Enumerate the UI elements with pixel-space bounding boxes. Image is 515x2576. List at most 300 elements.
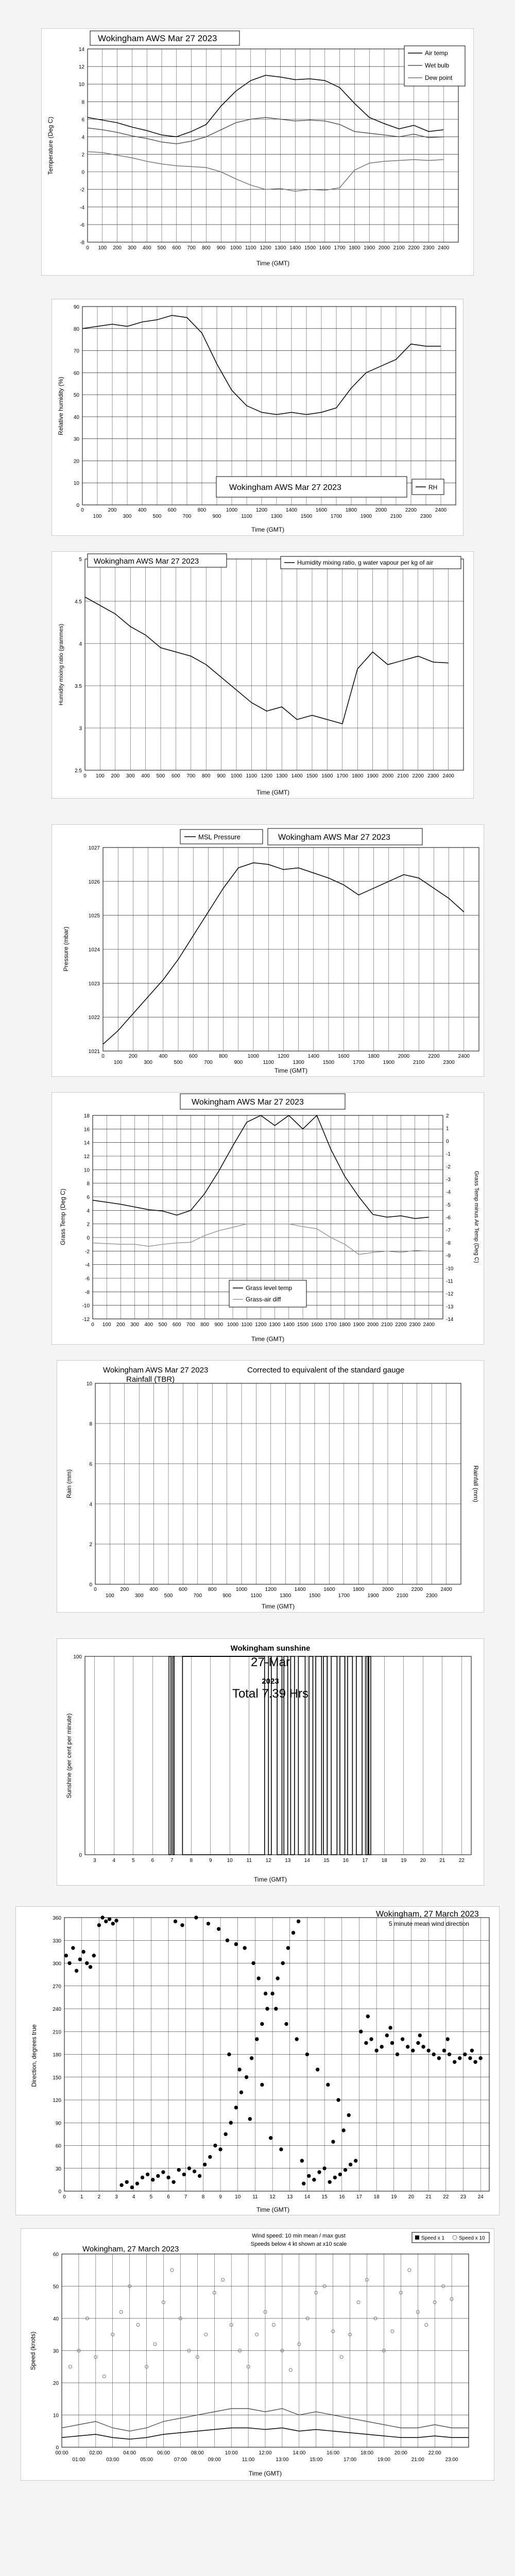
x-tick-label: 2000 bbox=[367, 1322, 379, 1328]
x-tick-label: 2300 bbox=[423, 245, 435, 251]
x-tick-label: 300 bbox=[130, 1322, 139, 1328]
y-tick-label: 40 bbox=[53, 2316, 59, 2322]
data-point bbox=[470, 2049, 473, 2052]
x-tick-label: 2200 bbox=[412, 773, 424, 779]
y-tick-label: 0 bbox=[79, 1853, 82, 1858]
x-tick-label: 18:00 bbox=[360, 2450, 374, 2456]
y-tick-label: 150 bbox=[53, 2075, 61, 2081]
x-tick-label: 11:00 bbox=[242, 2457, 255, 2463]
data-point bbox=[181, 1924, 184, 1927]
y-tick-label: 1021 bbox=[88, 1049, 100, 1055]
y-tick-label: 10 bbox=[73, 481, 79, 487]
x-tick-label: 500 bbox=[158, 1322, 167, 1328]
x-tick-label: 1200 bbox=[265, 1587, 277, 1592]
data-point bbox=[342, 2129, 345, 2132]
x-tick-label: 1000 bbox=[226, 507, 238, 513]
x-tick-label: 10 bbox=[227, 1858, 233, 1863]
data-point bbox=[389, 2026, 392, 2029]
y-tick-label: 100 bbox=[73, 1654, 82, 1660]
data-point bbox=[250, 2057, 253, 2060]
data-point bbox=[291, 1931, 295, 1934]
data-point bbox=[195, 1916, 198, 1919]
y-tick-label: 2.5 bbox=[75, 768, 82, 774]
data-point bbox=[115, 1919, 118, 1922]
data-point bbox=[203, 2163, 207, 2166]
data-point bbox=[162, 2171, 165, 2174]
x-tick-label: 1300 bbox=[276, 773, 288, 779]
y-right-tick-label: -14 bbox=[446, 1317, 454, 1323]
y-tick-label: 60 bbox=[53, 2252, 59, 2258]
data-point bbox=[327, 2083, 330, 2086]
x-tick-label: 2300 bbox=[409, 1322, 421, 1328]
y-tick-label: 6 bbox=[81, 117, 84, 123]
y-tick-label: 18 bbox=[83, 1113, 90, 1119]
data-point bbox=[276, 1977, 279, 1980]
data-point bbox=[214, 2144, 217, 2147]
x-tick-label: 800 bbox=[208, 1587, 217, 1592]
x-tick-label: 1900 bbox=[383, 1060, 394, 1065]
x-tick-label: 1600 bbox=[338, 1054, 350, 1059]
x-tick-label: 400 bbox=[149, 1587, 158, 1592]
y-tick-label: 3.5 bbox=[75, 684, 82, 689]
data-point bbox=[252, 1961, 255, 1964]
y-tick-label: 4 bbox=[79, 641, 82, 647]
x-tick-label: 900 bbox=[217, 773, 226, 779]
y-tick-label: 60 bbox=[55, 2143, 61, 2149]
y-tick-label: 10 bbox=[83, 1167, 90, 1174]
x-tick-label: 200 bbox=[120, 1587, 129, 1592]
x-tick-label: 14 bbox=[304, 2194, 310, 2200]
data-point bbox=[347, 2113, 350, 2116]
data-point bbox=[442, 2049, 445, 2052]
y-tick-label: 8 bbox=[89, 1421, 92, 1427]
x-tick-label: 13 bbox=[287, 2194, 293, 2200]
x-tick-label: 11 bbox=[246, 1858, 252, 1863]
data-point bbox=[125, 2180, 128, 2183]
legend-msl-pressure: MSL Pressure bbox=[198, 833, 241, 841]
x-tick-label: 1800 bbox=[339, 1322, 351, 1328]
x-axis-label: Time (GMT) bbox=[251, 1335, 285, 1343]
data-point bbox=[318, 2171, 321, 2174]
data-point bbox=[359, 2030, 363, 2033]
data-point bbox=[207, 1922, 210, 1925]
y-axis-label: Relative humidity (%) bbox=[57, 377, 64, 435]
data-point bbox=[297, 1920, 300, 1923]
y-tick-label: 360 bbox=[53, 1916, 61, 1921]
y-tick-label: 20 bbox=[53, 2381, 59, 2386]
x-tick-label: 1300 bbox=[270, 514, 283, 519]
data-point bbox=[105, 1920, 108, 1923]
x-tick-label: 02:00 bbox=[89, 2450, 102, 2456]
data-point bbox=[337, 2098, 340, 2102]
x-tick-label: 1600 bbox=[321, 773, 333, 779]
data-point bbox=[448, 2053, 451, 2056]
x-tick-label: 22:00 bbox=[428, 2450, 441, 2456]
x-tick-label: 1200 bbox=[278, 1054, 289, 1059]
y-tick-label: -12 bbox=[82, 1317, 90, 1323]
x-tick-label: 17 bbox=[356, 2194, 363, 2200]
y-axis-label-right: Grass Temp minus Air Temp (Deg C) bbox=[473, 1171, 479, 1263]
x-tick-label: 2400 bbox=[438, 245, 450, 251]
data-point bbox=[238, 2068, 241, 2071]
y-tick-label: 30 bbox=[55, 2166, 61, 2172]
x-tick-label: 11 bbox=[252, 2194, 258, 2200]
y-tick-label: 1023 bbox=[88, 981, 100, 987]
x-tick-label: 4 bbox=[112, 1858, 116, 1863]
x-tick-label: 2100 bbox=[413, 1060, 425, 1065]
data-point bbox=[427, 2049, 430, 2052]
data-point bbox=[286, 1946, 289, 1950]
x-tick-label: 300 bbox=[134, 1593, 144, 1599]
y-tick-label: 4 bbox=[87, 1208, 90, 1214]
x-tick-label: 17:00 bbox=[344, 2457, 357, 2463]
y-right-tick-label: -4 bbox=[446, 1190, 451, 1196]
x-tick-label: 200 bbox=[108, 507, 117, 513]
x-tick-label: 500 bbox=[157, 245, 166, 251]
x-tick-label: 06:00 bbox=[157, 2450, 170, 2456]
y-right-tick-label: 1 bbox=[446, 1126, 449, 1132]
x-tick-label: 6 bbox=[167, 2194, 170, 2200]
legend-speed-x1: Speed x 1 bbox=[421, 2235, 445, 2241]
y-tick-label: 300 bbox=[53, 1961, 61, 1967]
data-point bbox=[234, 1942, 237, 1945]
data-point bbox=[78, 1958, 81, 1961]
x-tick-label: 3 bbox=[115, 2194, 118, 2200]
x-tick-label: 0 bbox=[94, 1587, 97, 1592]
y-tick-label: 10 bbox=[78, 82, 84, 88]
x-tick-label: 800 bbox=[219, 1054, 228, 1059]
data-point bbox=[75, 1969, 78, 1972]
x-tick-label: 2200 bbox=[411, 1587, 423, 1592]
data-point bbox=[177, 2168, 180, 2172]
data-point bbox=[453, 2060, 456, 2063]
x-tick-label: 16 bbox=[342, 1858, 349, 1863]
x-tick-label: 500 bbox=[174, 1060, 183, 1065]
data-point bbox=[418, 2033, 421, 2037]
data-point bbox=[64, 1954, 67, 1957]
x-tick-label: 1000 bbox=[235, 1587, 248, 1592]
data-point bbox=[474, 2060, 477, 2063]
x-tick-label: 20:00 bbox=[394, 2450, 407, 2456]
x-tick-label: 10:00 bbox=[225, 2450, 238, 2456]
chart-title: Wokingham, 27 March 2023 bbox=[82, 2245, 179, 2253]
x-tick-label: 5 bbox=[149, 2194, 153, 2200]
data-point bbox=[111, 1922, 114, 1925]
x-tick-label: 200 bbox=[129, 1054, 138, 1059]
x-tick-label: 1400 bbox=[307, 1054, 319, 1059]
y-tick-label: 1026 bbox=[88, 879, 100, 885]
x-tick-label: 20 bbox=[408, 2194, 415, 2200]
legend-dew-point: Dew point bbox=[425, 74, 453, 81]
y-axis-label: Pressure (mbar) bbox=[62, 926, 70, 972]
data-point bbox=[226, 1939, 229, 1942]
x-tick-label: 1200 bbox=[260, 245, 271, 251]
x-tick-label: 1000 bbox=[227, 1322, 239, 1328]
data-point bbox=[135, 2182, 139, 2185]
data-point bbox=[239, 2091, 243, 2094]
data-point bbox=[375, 2049, 378, 2052]
legend-rh: RH bbox=[428, 484, 438, 491]
data-point bbox=[469, 2057, 472, 2060]
x-tick-label: 15 bbox=[321, 2194, 328, 2200]
chart-note: Corrected to equivalent of the standard gauge bbox=[247, 1366, 405, 1375]
x-tick-label: 09:00 bbox=[208, 2457, 221, 2463]
y-tick-label: 330 bbox=[53, 1938, 61, 1944]
y-axis-label: Humidity mixing ratio (grammes) bbox=[58, 623, 64, 706]
data-point bbox=[316, 2068, 319, 2071]
x-tick-label: 300 bbox=[128, 245, 136, 251]
x-tick-label: 100 bbox=[102, 1322, 111, 1328]
data-point bbox=[266, 2007, 269, 2010]
data-point bbox=[295, 2038, 298, 2041]
y-right-tick-label: -8 bbox=[446, 1240, 451, 1246]
y-tick-label: 1027 bbox=[88, 845, 100, 851]
y-tick-label: 8 bbox=[87, 1181, 90, 1187]
x-tick-label: 1100 bbox=[246, 773, 258, 779]
data-point bbox=[417, 2041, 420, 2044]
y-axis-label: Speed (knots) bbox=[29, 2331, 37, 2370]
x-tick-label: 400 bbox=[141, 773, 150, 779]
data-point bbox=[281, 1961, 284, 1964]
wind-direction-chart bbox=[15, 1906, 500, 2215]
y-tick-label: 8 bbox=[81, 99, 84, 106]
x-tick-label: 1500 bbox=[297, 1322, 309, 1328]
x-tick-label: 900 bbox=[222, 1593, 231, 1599]
x-tick-label: 2200 bbox=[395, 1322, 407, 1328]
chart-title: Wokingham sunshine bbox=[230, 1644, 311, 1653]
x-tick-label: 2000 bbox=[382, 1587, 394, 1592]
y-tick-label: 4 bbox=[81, 134, 84, 141]
x-tick-label: 500 bbox=[164, 1593, 173, 1599]
x-tick-label: 2300 bbox=[443, 1060, 455, 1065]
x-tick-label: 12 bbox=[269, 2194, 276, 2200]
x-tick-label: 2200 bbox=[408, 245, 420, 251]
x-tick-label: 22 bbox=[458, 1858, 465, 1863]
chart-title: Wokingham AWS Mar 27 2023 bbox=[229, 483, 341, 492]
x-tick-label: 1000 bbox=[230, 245, 242, 251]
x-tick-label: 400 bbox=[138, 507, 147, 513]
data-point bbox=[264, 1992, 267, 1995]
x-tick-label: 1300 bbox=[274, 245, 286, 251]
chart-note-2: Speeds below 4 kt shown at x10 scale bbox=[250, 2241, 347, 2247]
x-tick-label: 1 bbox=[80, 2194, 83, 2200]
legend-speed-x10: Speed x 10 bbox=[459, 2235, 485, 2241]
data-point bbox=[307, 2174, 311, 2177]
x-tick-label: 7 bbox=[184, 2194, 187, 2200]
x-tick-label: 2300 bbox=[427, 773, 439, 779]
x-tick-label: 2400 bbox=[440, 1587, 452, 1592]
x-tick-label: 1900 bbox=[367, 773, 379, 779]
y-tick-label: 5 bbox=[79, 557, 82, 563]
y-tick-label: 50 bbox=[73, 393, 79, 399]
y-right-tick-label: -2 bbox=[446, 1164, 451, 1170]
x-tick-label: 1500 bbox=[304, 245, 316, 251]
x-tick-label: 1500 bbox=[308, 1593, 321, 1599]
data-point bbox=[401, 2038, 404, 2041]
x-tick-label: 03:00 bbox=[106, 2457, 119, 2463]
y-tick-label: -4 bbox=[85, 1262, 90, 1268]
x-tick-label: 600 bbox=[167, 507, 177, 513]
x-tick-label: 19 bbox=[391, 2194, 397, 2200]
y-tick-label: 0 bbox=[81, 170, 84, 176]
chart-subtitle: 5 minute mean wind direction bbox=[389, 1920, 470, 1927]
y-tick-label: -6 bbox=[85, 1276, 90, 1282]
x-tick-label: 13 bbox=[285, 1858, 291, 1863]
y-right-tick-label: -7 bbox=[446, 1228, 451, 1234]
data-point bbox=[328, 2180, 331, 2183]
data-point bbox=[187, 2167, 191, 2170]
x-tick-label: 0 bbox=[81, 507, 84, 513]
chart-note-1: Wind speed: 10 min mean / max gust bbox=[252, 2233, 346, 2239]
plot-area bbox=[85, 1656, 471, 1855]
chart-subtitle: Rainfall (TBR) bbox=[126, 1375, 175, 1384]
x-tick-label: 700 bbox=[204, 1060, 213, 1065]
x-tick-label: 800 bbox=[201, 773, 211, 779]
x-tick-label: 1700 bbox=[338, 1593, 350, 1599]
y-tick-label: 10 bbox=[86, 1381, 92, 1387]
data-point bbox=[243, 1946, 246, 1950]
y-tick-label: -6 bbox=[80, 222, 84, 228]
x-tick-label: 1800 bbox=[353, 1587, 365, 1592]
data-point bbox=[269, 2137, 272, 2140]
x-tick-label: 100 bbox=[113, 1060, 123, 1065]
x-tick-label: 900 bbox=[234, 1060, 243, 1065]
x-tick-label: 1400 bbox=[291, 773, 303, 779]
y-right-tick-label: -3 bbox=[446, 1177, 451, 1183]
y-tick-label: 16 bbox=[83, 1127, 90, 1133]
legend-grass-temp: Grass level temp bbox=[246, 1284, 293, 1292]
x-tick-label: 2100 bbox=[393, 245, 405, 251]
x-tick-label: 1600 bbox=[323, 1587, 335, 1592]
x-tick-label: 16:00 bbox=[327, 2450, 340, 2456]
y-tick-label: 14 bbox=[78, 47, 84, 53]
x-tick-label: 700 bbox=[186, 1322, 195, 1328]
x-tick-label: 24 bbox=[477, 2194, 484, 2200]
x-tick-label: 600 bbox=[179, 1587, 187, 1592]
x-tick-label: 900 bbox=[216, 245, 226, 251]
x-tick-label: 1300 bbox=[269, 1322, 281, 1328]
y-tick-label: 1024 bbox=[88, 947, 100, 953]
chart-title: Wokingham, 27 March 2023 bbox=[376, 1910, 479, 1919]
data-point bbox=[390, 2041, 393, 2044]
x-tick-label: 300 bbox=[126, 773, 135, 779]
x-tick-label: 1100 bbox=[241, 1322, 252, 1328]
x-tick-label: 1000 bbox=[247, 1054, 260, 1059]
y-tick-label: 90 bbox=[73, 304, 79, 310]
x-tick-label: 4 bbox=[132, 2194, 135, 2200]
y-tick-label: -8 bbox=[80, 240, 84, 246]
x-tick-label: 2400 bbox=[435, 507, 447, 513]
mixing-ratio-chart bbox=[52, 551, 474, 799]
data-point bbox=[234, 2106, 237, 2109]
y-tick-label: 70 bbox=[73, 348, 79, 354]
data-point bbox=[380, 2045, 383, 2048]
y-tick-label: -4 bbox=[80, 205, 84, 211]
data-point bbox=[437, 2057, 440, 2060]
x-tick-label: 00:00 bbox=[55, 2450, 68, 2456]
data-point bbox=[157, 2174, 160, 2177]
x-tick-label: 700 bbox=[187, 245, 196, 251]
data-point bbox=[280, 2148, 283, 2151]
x-tick-label: 1600 bbox=[319, 245, 331, 251]
legend-air-temp: Air temp bbox=[425, 49, 448, 57]
x-tick-label: 23 bbox=[460, 2194, 467, 2200]
y-axis-label-right: Rainfall (mm) bbox=[472, 1465, 479, 1502]
x-axis-label: Time (GMT) bbox=[256, 260, 290, 267]
data-point bbox=[101, 1916, 104, 1919]
y-tick-label: 2 bbox=[89, 1542, 92, 1548]
x-tick-label: 1900 bbox=[360, 514, 372, 519]
x-tick-label: 1200 bbox=[261, 773, 272, 779]
x-tick-label: 13:00 bbox=[276, 2457, 289, 2463]
x-tick-label: 2400 bbox=[442, 773, 454, 779]
x-tick-label: 100 bbox=[106, 1593, 114, 1599]
chart-title: Wokingham AWS Mar 27 2023 bbox=[103, 1366, 209, 1375]
data-point bbox=[229, 2121, 232, 2124]
x-tick-label: 1500 bbox=[306, 773, 318, 779]
data-point bbox=[182, 2173, 185, 2176]
legend-mixing-ratio: Humidity mixing ratio, g water vapour per kg of air bbox=[297, 559, 434, 566]
x-tick-label: 600 bbox=[171, 773, 180, 779]
x-tick-label: 1100 bbox=[245, 245, 256, 251]
data-point bbox=[385, 2033, 388, 2037]
data-point bbox=[198, 2174, 201, 2177]
x-tick-label: 1300 bbox=[280, 1593, 291, 1599]
y-right-tick-label: -12 bbox=[446, 1291, 454, 1297]
y-tick-label: 2 bbox=[81, 152, 84, 158]
x-tick-label: 900 bbox=[212, 514, 221, 519]
data-point bbox=[172, 2180, 175, 2183]
x-axis-label: Time (GMT) bbox=[251, 526, 285, 533]
x-tick-label: 800 bbox=[202, 245, 211, 251]
data-point bbox=[248, 2117, 251, 2121]
x-tick-label: 700 bbox=[186, 773, 196, 779]
chart-title: Wokingham AWS Mar 27 2023 bbox=[192, 1098, 304, 1107]
temperature-chart bbox=[41, 28, 474, 276]
x-tick-label: 1700 bbox=[336, 773, 348, 779]
x-tick-label: 1500 bbox=[322, 1060, 335, 1065]
data-point bbox=[174, 1920, 177, 1923]
x-tick-label: 08:00 bbox=[191, 2450, 204, 2456]
x-tick-label: 600 bbox=[188, 1054, 198, 1059]
x-axis-label: Time (GMT) bbox=[274, 1067, 308, 1074]
x-tick-label: 19 bbox=[401, 1858, 407, 1863]
chart-title: Wokingham AWS Mar 27 2023 bbox=[94, 557, 199, 566]
wind-speed-chart bbox=[21, 2228, 494, 2481]
x-tick-label: 2300 bbox=[420, 514, 432, 519]
y-tick-label: 60 bbox=[73, 370, 79, 377]
x-tick-label: 1200 bbox=[255, 1322, 267, 1328]
x-tick-label: 2200 bbox=[428, 1054, 440, 1059]
x-tick-label: 9 bbox=[219, 2194, 222, 2200]
y-tick-label: 30 bbox=[73, 436, 79, 443]
data-point bbox=[370, 2038, 373, 2041]
data-point bbox=[92, 1954, 95, 1957]
data-point bbox=[366, 2015, 369, 2018]
x-tick-label: 400 bbox=[142, 245, 151, 251]
x-tick-label: 1800 bbox=[345, 507, 357, 513]
data-point bbox=[305, 2053, 308, 2056]
y-tick-label: 3 bbox=[79, 726, 82, 732]
x-tick-label: 01:00 bbox=[72, 2457, 85, 2463]
x-tick-label: 1400 bbox=[289, 245, 301, 251]
x-tick-label: 1700 bbox=[330, 514, 342, 519]
x-tick-label: 8 bbox=[190, 1858, 193, 1863]
y-tick-label: 4.5 bbox=[75, 599, 82, 605]
y-tick-label: 6 bbox=[89, 1462, 92, 1467]
x-tick-label: 1800 bbox=[352, 773, 364, 779]
data-point bbox=[354, 2159, 357, 2162]
